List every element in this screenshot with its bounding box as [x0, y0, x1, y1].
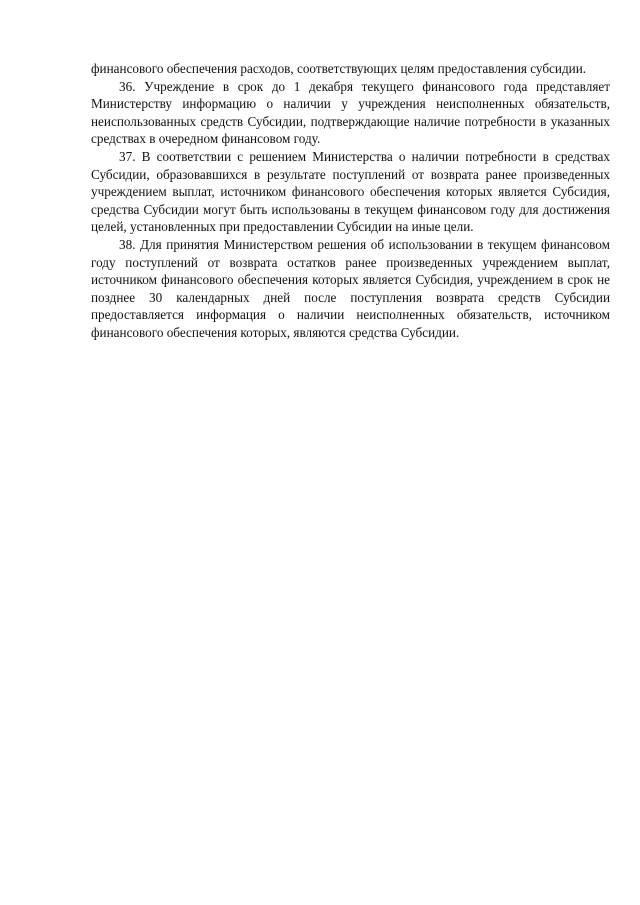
paragraph-continuation: финансового обеспечения расходов, соответствующих целям предоставления субсидии.	[91, 61, 587, 76]
document-body	[91, 60, 610, 342]
paragraph-36: 36. Учреждение в срок до 1 декабря текущего финансового года представляет Министерству информацию о наличии у учреждения неисполненных обязательств, неиспользованных средств Субсидии, подтверждающие наличие потребности в указанных средствах в очередном финансовом году.	[91, 78, 610, 147]
paragraph-38: 38. Для принятия Министерством решения об использовании в текущем финансовом году поступлений от возврата остатков ранее произведенных учреждением выплат, источником финансового обеспечения которых является Субсидия, учреждением в срок не позднее 30 календарных дней после поступления возврата средств Субсидии предоставляется информация о наличии неисполненных обязательств, источником финансового обеспечения которых, являются средства Субсидии.	[91, 236, 610, 340]
paragraph-37: 37. В соответствии с решением Министерства о наличии потребности в средствах Субсидии, образовавшихся в результате поступлений от возврата ранее произведенных учреждением выплат, источником финансового обеспечения которых является Субсидия, средства Субсидии могут быть использованы в текущем финансовом году для достижения целей, установленных при предоставлении Субсидии на иные цели.	[91, 148, 610, 235]
